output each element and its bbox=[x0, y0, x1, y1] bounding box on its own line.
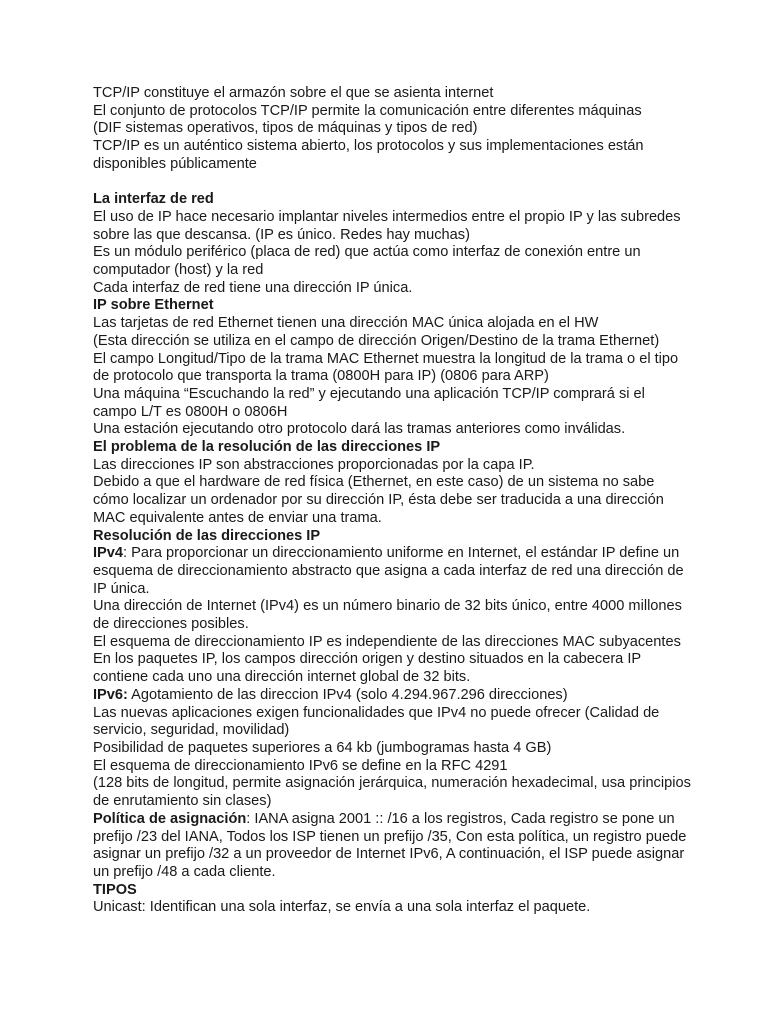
text-line: Cada interfaz de red tiene una dirección IP única. bbox=[93, 279, 413, 296]
text-line: de direcciones posibles. bbox=[93, 616, 249, 633]
text-line: Es un módulo periférico (placa de red) que actúa como interfaz de conexión entre un bbox=[93, 244, 641, 261]
text-line: (Esta dirección se utiliza en el campo de dirección Origen/Destino de la trama Ethernet) bbox=[93, 332, 660, 349]
ipv4-text: : Para proporcionar un direccionamiento uniforme en Internet, el estándar IP define un bbox=[123, 545, 680, 562]
text-line: computador (host) y la red bbox=[93, 262, 264, 279]
text-line: servicio, seguridad, movilidad) bbox=[93, 722, 290, 739]
ethernet-section bbox=[93, 297, 693, 439]
text-line: IP única. bbox=[93, 580, 150, 597]
text-line: campo L/T es 0800H o 0806H bbox=[93, 403, 288, 420]
text-line: Una máquina “Escuchando la red” y ejecutando una aplicación TCP/IP comprará si el bbox=[93, 385, 645, 402]
section-heading: La interfaz de red bbox=[93, 191, 214, 208]
politica-text: : IANA asigna 2001 :: /16 a los registros, Cada registro se pone un bbox=[246, 810, 675, 827]
text-line: prefijo /23 del IANA, Todos los ISP tienen un prefijo /35, Con esta política, un registro puede bbox=[93, 828, 687, 845]
blank-line bbox=[93, 174, 693, 192]
section-heading: Resolución de las direcciones IP bbox=[93, 527, 321, 544]
text-line: TCP/IP constituye el armazón sobre el que se asienta internet bbox=[93, 85, 494, 101]
text-line: un prefijo /48 a cada cliente. bbox=[93, 863, 276, 880]
interfaz-section bbox=[93, 191, 693, 297]
section-heading: TIPOS bbox=[93, 881, 137, 898]
ipv6-text: Agotamiento de las direccion IPv4 (solo 4.294.967.296 direcciones) bbox=[127, 686, 568, 703]
text-line: El esquema de direccionamiento IP es independiente de las direcciones MAC subyacentes bbox=[93, 633, 681, 650]
section-heading: IP sobre Ethernet bbox=[93, 297, 214, 314]
text-line: Unicast: Identifican una sola interfaz, se envía a una sola interfaz el paquete. bbox=[93, 899, 591, 916]
text-line: Las direcciones IP son abstracciones proporcionadas por la capa IP. bbox=[93, 456, 535, 473]
document-body bbox=[93, 85, 693, 917]
text-line: esquema de direccionamiento abstracto que asigna a cada interfaz de red una dirección de bbox=[93, 562, 684, 579]
text-line: El conjunto de protocolos TCP/IP permite la comunicación entre diferentes máquinas bbox=[93, 102, 642, 119]
text-line: Las tarjetas de red Ethernet tienen una dirección MAC única alojada en el HW bbox=[93, 315, 599, 332]
text-line: Posibilidad de paquetes superiores a 64 kb (jumbogramas hasta 4 GB) bbox=[93, 740, 552, 756]
text-line: El uso de IP hace necesario implantar niveles intermedios entre el propio IP y las subredes bbox=[93, 208, 681, 225]
text-line: de protocolo que transporta la trama (0800H para IP) (0806 para ARP) bbox=[93, 368, 549, 385]
text-line: El campo Longitud/Tipo de la trama MAC Ethernet muestra la longitud de la trama o el tipo bbox=[93, 350, 679, 367]
text-line: (128 bits de longitud, permite asignación jerárquica, numeración hexadecimal, usa principios bbox=[93, 775, 691, 792]
text-line: de enrutamiento sin clases) bbox=[93, 793, 272, 810]
text-line: (DIF sistemas operativos, tipos de máquinas y tipos de red) bbox=[93, 120, 478, 137]
intro-section bbox=[93, 85, 693, 174]
ipv4-paragraph-start bbox=[93, 545, 693, 563]
text-line: Debido a que el hardware de red física (Ethernet, en este caso) de un sistema no sabe bbox=[93, 474, 655, 491]
text-line: Una dirección de Internet (IPv4) es un número binario de 32 bits único, entre 4000 millones bbox=[93, 598, 682, 615]
text-line: TCP/IP es un auténtico sistema abierto, los protocolos y sus implementaciones están bbox=[93, 138, 644, 155]
politica-term: Política de asignación bbox=[93, 810, 247, 827]
text-line: Una estación ejecutando otro protocolo dará las tramas anteriores como inválidas. bbox=[93, 421, 626, 438]
text-line: MAC equivalente antes de enviar una trama. bbox=[93, 509, 382, 526]
politica-paragraph-start bbox=[93, 811, 693, 829]
ipv6-paragraph-start bbox=[93, 687, 693, 705]
resolucion-section bbox=[93, 528, 693, 882]
text-line: contiene cada uno una dirección internet global de 32 bits. bbox=[93, 669, 471, 686]
text-line: El esquema de direccionamiento IPv6 se define en la RFC 4291 bbox=[93, 757, 508, 774]
tipos-section bbox=[93, 882, 693, 917]
text-line: En los paquetes IP, los campos dirección origen y destino situados en la cabecera IP bbox=[93, 651, 642, 668]
text-line: Las nuevas aplicaciones exigen funcionalidades que IPv4 no puede ofrecer (Calidad de bbox=[93, 704, 660, 721]
text-line: sobre las que descansa. (IP es único. Redes hay muchas) bbox=[93, 226, 470, 243]
text-line: asignar un prefijo /32 a un proveedor de Internet IPv6, A continuación, el ISP puede asignar bbox=[93, 846, 685, 863]
ipv6-term: IPv6: bbox=[93, 686, 128, 703]
section-heading: El problema de la resolución de las direcciones IP bbox=[93, 439, 441, 456]
text-line: cómo localizar un ordenador por su dirección IP, ésta debe ser traducida a una dirección bbox=[93, 492, 664, 509]
ipv4-term: IPv4 bbox=[93, 545, 124, 562]
problema-section bbox=[93, 439, 693, 528]
text-line: disponibles públicamente bbox=[93, 155, 257, 172]
